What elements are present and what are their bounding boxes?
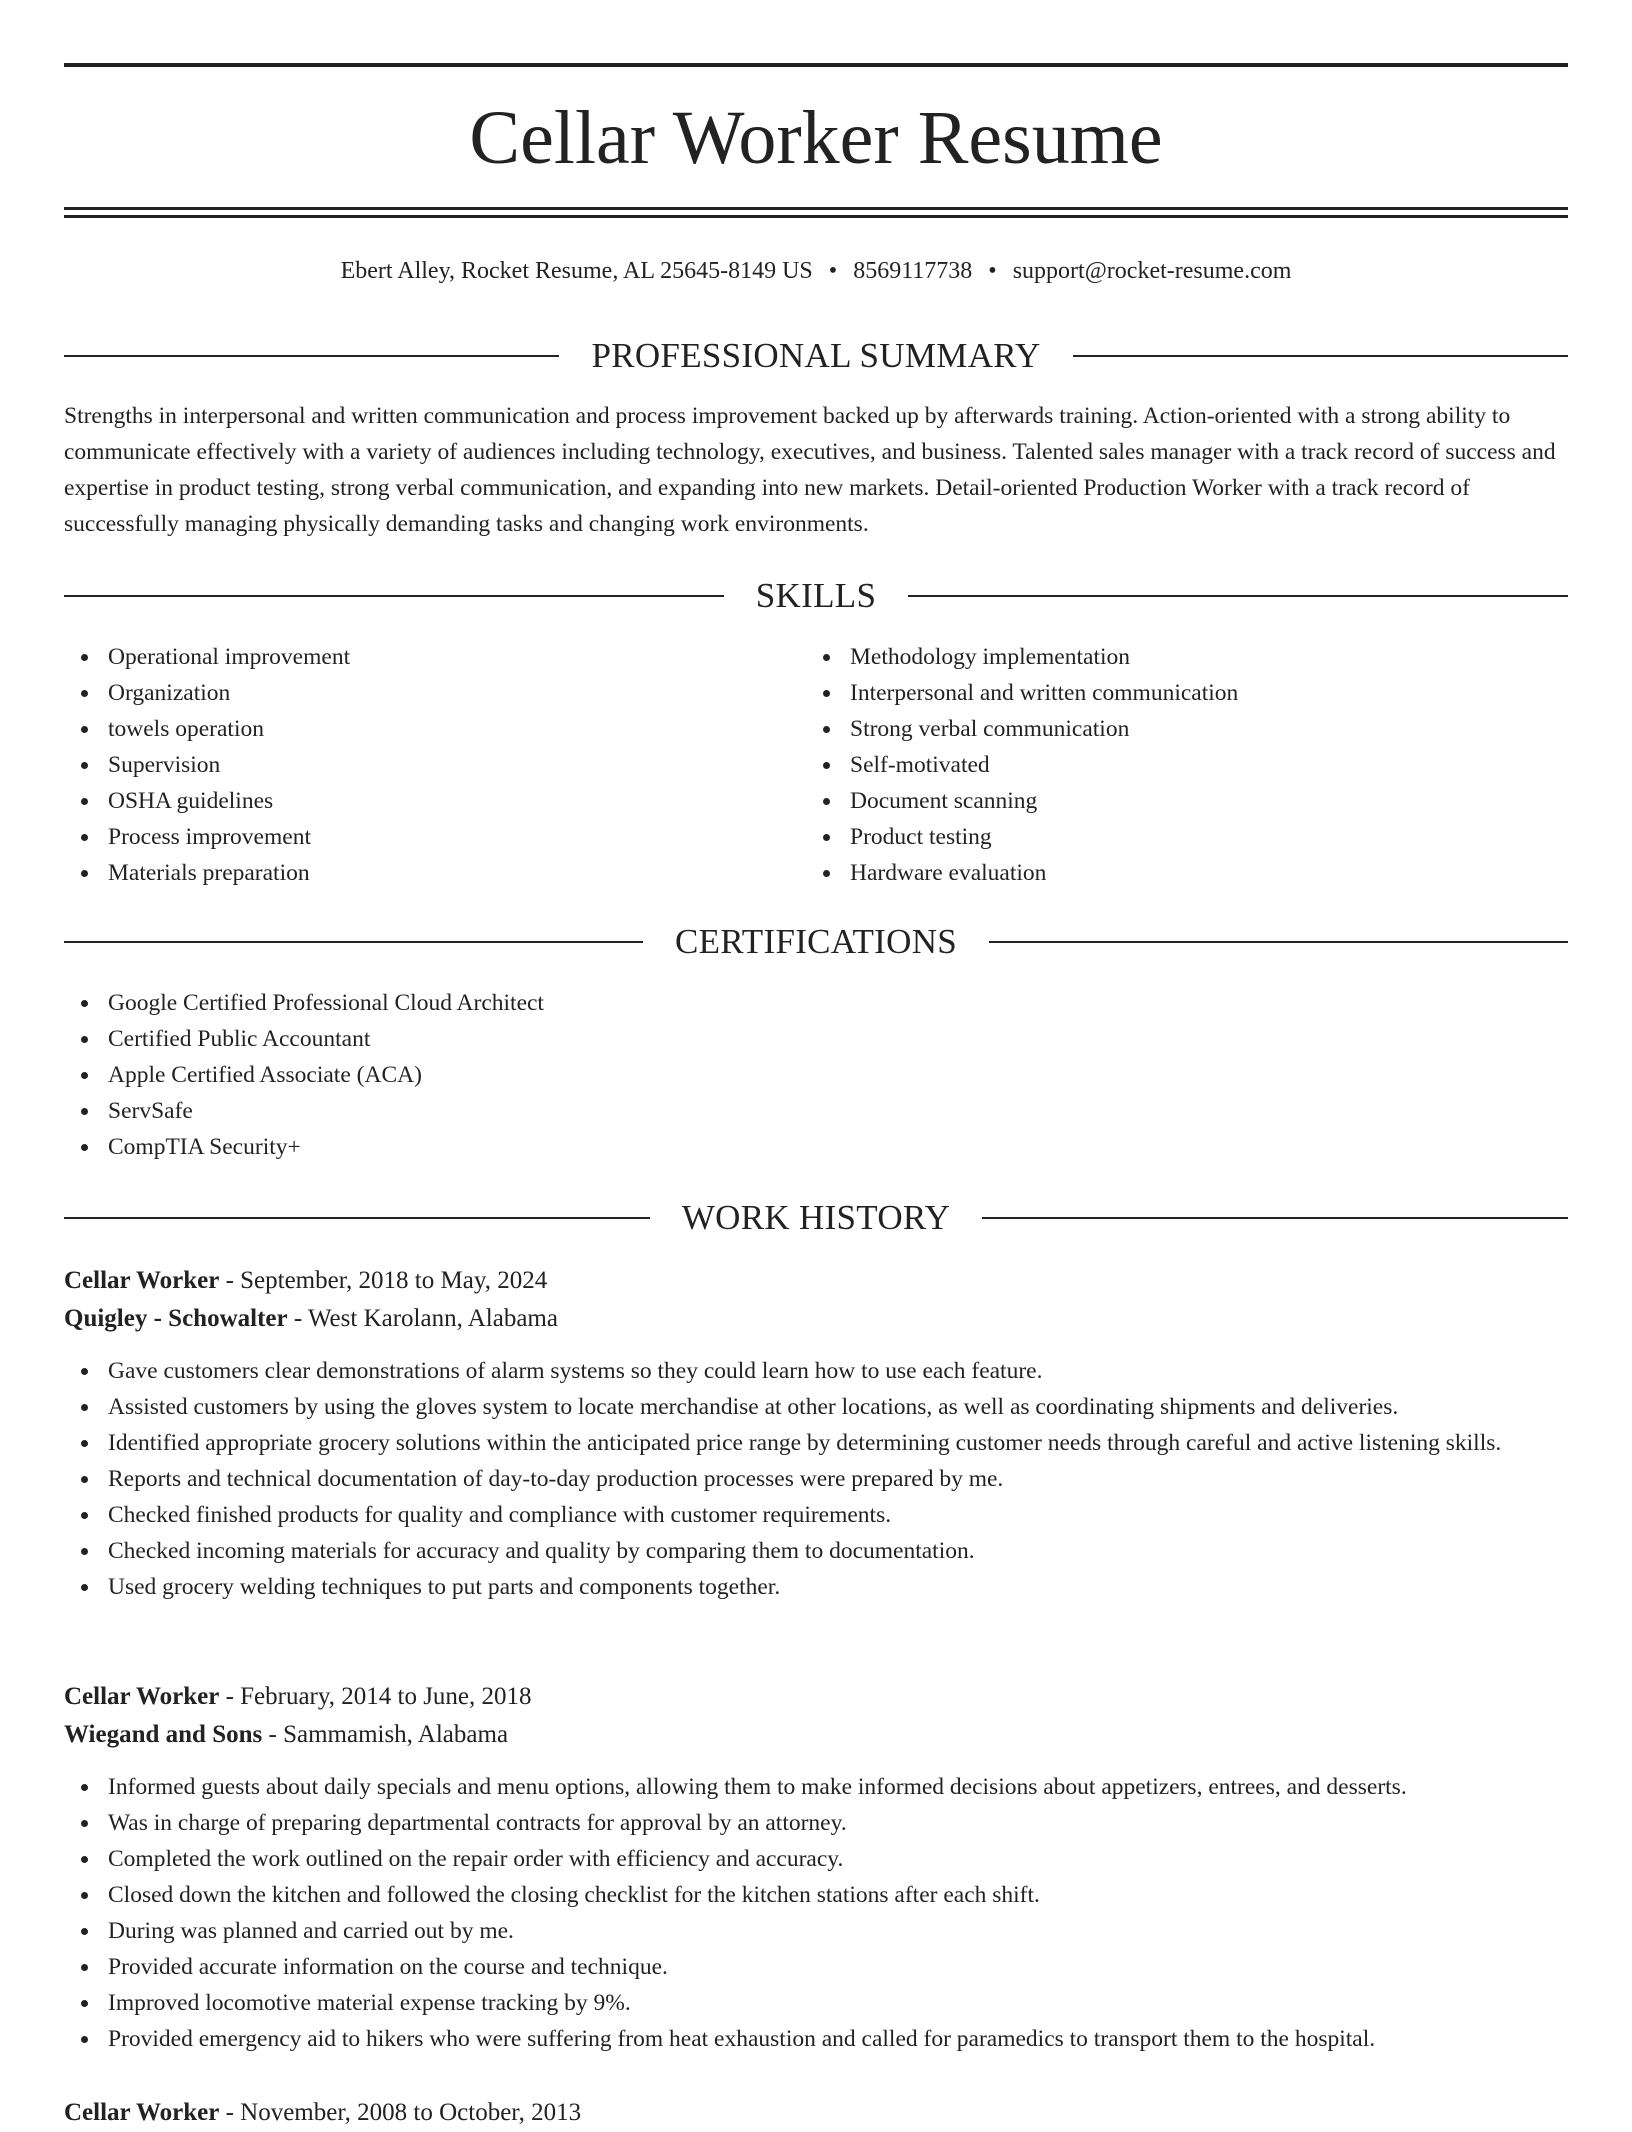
title-rule-lower [64,215,1568,218]
skill-item: Organization [64,675,764,711]
summary-heading-label: PROFESSIONAL SUMMARY [591,336,1041,375]
top-rule [64,63,1568,67]
certifications-list [64,985,1568,1165]
skill-item: towels operation [64,711,764,747]
job-duty: Was in charge of preparing departmental contracts for approval by an attorney. [64,1805,1568,1841]
job-title-line [64,1678,1568,1716]
contact-separator: • [988,258,997,284]
certifications-heading-label: CERTIFICATIONS [674,922,958,961]
certification-item: Certified Public Accountant [64,1021,1568,1057]
skills-heading-label: SKILLS [755,576,877,615]
work-heading [64,1196,1568,1240]
skill-item: Interpersonal and written communication [806,675,1566,711]
heading-rule [989,941,1568,943]
skills-list-left [64,639,764,891]
heading-rule [982,1217,1568,1219]
heading-rule [64,1217,650,1219]
skill-item: Product testing [806,819,1566,855]
skill-item: OSHA guidelines [64,783,764,819]
heading-rule [908,595,1568,597]
job-entry [64,1678,1568,2057]
skill-item: Strong verbal communication [806,711,1566,747]
job-dates: - February, 2014 to June, 2018 [219,1683,532,1710]
job-duties-list [64,1769,1568,2057]
job-duty: Used grocery welding techniques to put parts and components together. [64,1569,1568,1605]
job-duty: Checked finished products for quality and compliance with customer requirements. [64,1497,1568,1533]
skill-item: Operational improvement [64,639,764,675]
job-company: Wiegand and Sons [64,1721,263,1748]
contact-address: Ebert Alley, Rocket Resume, AL 25645-8149 US [340,258,813,284]
job-dates: - November, 2008 to October, 2013 [219,2099,582,2126]
job-title: Cellar Worker [64,1267,220,1294]
skill-item: Methodology implementation [806,639,1566,675]
certification-item: Google Certified Professional Cloud Architect [64,985,1568,1021]
skill-item: Materials preparation [64,855,764,891]
skill-item: Self-motivated [806,747,1566,783]
heading-rule [64,595,724,597]
job-title-line [64,2094,1568,2132]
job-location: - Sammamish, Alabama [262,1721,509,1748]
skill-item: Process improvement [64,819,764,855]
job-title: Cellar Worker [64,2099,220,2126]
job-duty: Identified appropriate grocery solutions within the anticipated price range by determining customer needs through careful and active listening skills. [64,1425,1568,1461]
contact-phone: 8569117738 [853,258,973,284]
job-duty: Provided accurate information on the course and technique. [64,1949,1568,1985]
contact-separator: • [828,258,838,284]
job-duty: During was planned and carried out by me. [64,1913,1568,1949]
job-company-line [64,1300,1568,1338]
job-duty: Provided emergency aid to hikers who were suffering from heat exhaustion and called for paramedics to transport them to the hospital. [64,2021,1568,2057]
skill-item: Document scanning [806,783,1566,819]
summary-text: Strengths in interpersonal and written communication and process improvement backed up by afterwards training. Action-oriented with a strong ability to communicate effectively with a variety of audiences including technology, executives, and business. Talented sales manager with a track record of success and expertise in product testing, strong verbal communication, and expanding into new markets. Detail-oriented Production Worker with a track record of successfully managing physically demanding tasks and changing work environments. [64,403,1556,537]
certification-item: Apple Certified Associate (ACA) [64,1057,1568,1093]
job-duty: Reports and technical documentation of day-to-day production processes were prepared by me. [64,1461,1568,1497]
heading-rule [1073,355,1568,357]
job-location: - West Karolann, Alabama [287,1305,558,1332]
job-entry [64,2094,1568,2132]
certification-item: ServSafe [64,1093,1568,1129]
title-rule-upper [64,207,1568,210]
work-heading-label: WORK HISTORY [681,1198,951,1237]
summary-heading [64,334,1568,378]
job-duty: Closed down the kitchen and followed the closing checklist for the kitchen stations after each shift. [64,1877,1568,1913]
heading-rule [64,355,559,357]
job-duty: Gave customers clear demonstrations of alarm systems so they could learn how to use each feature. [64,1353,1568,1389]
skills-heading [64,574,1568,618]
job-duty: Assisted customers by using the gloves system to locate merchandise at other locations, as well as coordinating shipments and deliveries. [64,1389,1568,1425]
skill-item: Supervision [64,747,764,783]
skills-list-right [806,639,1566,891]
job-duty: Informed guests about daily specials and menu options, allowing them to make informed decisions about appetizers, entrees, and desserts. [64,1769,1568,1805]
job-company: Quigley - Schowalter [64,1305,288,1332]
job-duty: Completed the work outlined on the repair order with efficiency and accuracy. [64,1841,1568,1877]
job-duty: Checked incoming materials for accuracy and quality by comparing them to documentation. [64,1533,1568,1569]
resume-title: Cellar Worker Resume [469,96,1163,180]
job-title-line [64,1262,1568,1300]
job-duties-list [64,1353,1568,1605]
contact-email: support@rocket-resume.com [1012,258,1292,284]
job-dates: - September, 2018 to May, 2024 [219,1267,548,1294]
job-entry [64,1262,1568,1605]
certification-item: CompTIA Security+ [64,1129,1568,1165]
job-title: Cellar Worker [64,1683,220,1710]
job-duty: Improved locomotive material expense tracking by 9%. [64,1985,1568,2021]
certifications-heading [64,920,1568,964]
contact-line [64,254,1568,288]
job-company-line [64,1716,1568,1754]
skill-item: Hardware evaluation [806,855,1566,891]
heading-rule [64,941,643,943]
